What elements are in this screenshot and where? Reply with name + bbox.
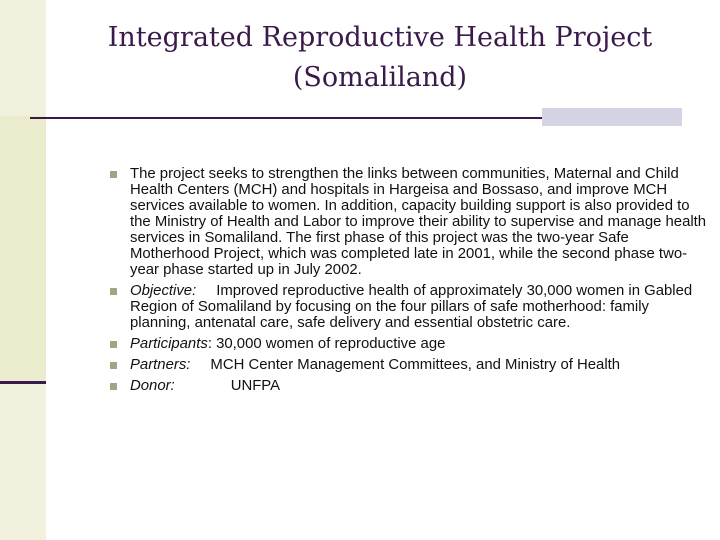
bullet-intro (110, 166, 710, 278)
square-bullet-icon (110, 171, 117, 178)
donor-text: UNFPA (230, 378, 281, 394)
participants-label: Participants (130, 336, 208, 352)
bullet-objective (110, 283, 710, 331)
square-bullet-icon (110, 383, 117, 390)
title-divider (30, 117, 542, 119)
donor-label: Donor: (130, 378, 175, 394)
square-bullet-icon (110, 341, 117, 348)
objective-label: Objective: (130, 283, 197, 299)
participants-text: : 30,000 women of reproductive age (207, 336, 446, 352)
square-bullet-icon (110, 288, 117, 295)
title-line-2: (Somaliland) (292, 62, 468, 93)
slide-title (60, 18, 700, 98)
bullet-donor (110, 378, 710, 394)
bullet-list (110, 166, 710, 399)
partners-text: MCH Center Management Committees, and Ministry of Health (210, 357, 621, 373)
left-band-line (0, 381, 46, 384)
bullet-partners (110, 357, 710, 373)
bullet-participants (110, 336, 710, 352)
left-band-accent (0, 116, 46, 384)
title-line-1: Integrated Reproductive Health Project (107, 22, 653, 53)
objective-text: Improved reproductive health of approximately 30,000 women in Gabled Region of Somaliland by focusing on the four pillars of safe motherhood: family planning, antenatal care, safe delivery and essential obstetric care. (130, 283, 693, 331)
square-bullet-icon (110, 362, 117, 369)
intro-text: The project seeks to strengthen the links between communities, Maternal and Child Health Centers (MCH) and hospitals in Hargeisa and Bossaso, and improve MCH services available to women. In addition, capacity building support is also provided to the Ministry of Health and Labor to improve their ability to supervise and manage health services in Somaliland. The first phase of this project was the two-year Safe Motherhood Project, which was completed late in 2001, while the second phase two-year phase started up in July 2002. (130, 166, 707, 278)
partners-label: Partners: (130, 357, 191, 373)
divider-accent-box (542, 108, 682, 126)
